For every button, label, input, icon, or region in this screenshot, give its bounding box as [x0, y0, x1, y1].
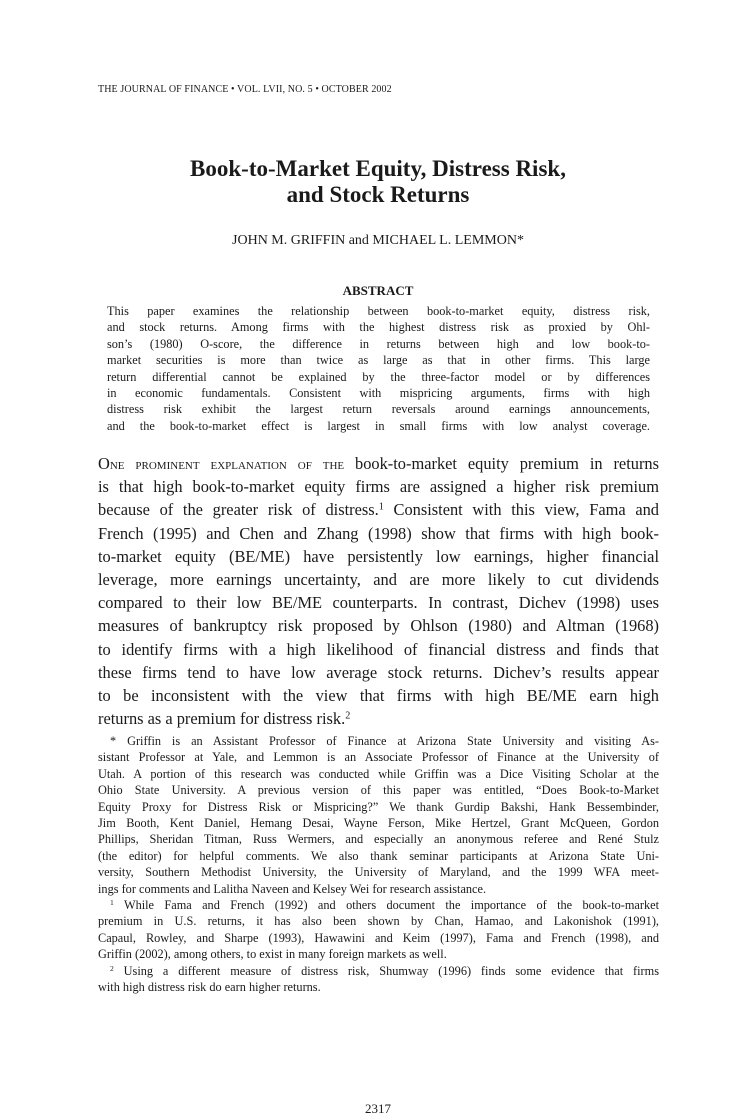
title-line: Book-to-Market Equity, Distress Risk,	[190, 156, 566, 181]
paper-title	[0, 156, 756, 208]
footnote-line	[98, 913, 659, 929]
body-line	[98, 638, 659, 661]
body-line	[98, 498, 659, 521]
footnote-line	[98, 799, 659, 815]
text-segment: Griffin (2002), among others, to exist in many foreign markets as well.	[98, 947, 447, 962]
text-segment: * Griffin is an Assistant Professor of Finance at Arizona State University and visiting As-	[110, 734, 659, 748]
text-segment: returns as a premium for distress risk.	[98, 709, 346, 729]
footnote-marker: 1	[110, 897, 114, 907]
footnote-line	[98, 782, 659, 798]
text-segment: Jim Booth, Kent Daniel, Hemang Desai, Wayne Ferson, Mike Hertzel, Grant McQueen, Gordon	[98, 816, 659, 831]
footnote-line	[98, 897, 659, 913]
abstract-line: in economic fundamentals. Consistent with mispricing arguments, firms with high	[107, 386, 650, 401]
footnote-line	[98, 848, 659, 864]
text-segment: these firms tend to have low average stock returns. Dichev’s results appear	[98, 662, 659, 682]
page-number: 2317	[365, 1101, 391, 1116]
footnote-marker: 2	[345, 710, 351, 722]
body-line	[98, 568, 659, 591]
text-segment: French (1995) and Chen and Zhang (1998) show that firms with high book-	[98, 523, 659, 543]
footnote-line	[98, 831, 659, 847]
footnote-line	[98, 881, 659, 897]
text-segment: Ohio State University. A previous version of this paper was entitled, “Does Book-to-Market	[98, 783, 659, 798]
text-segment: Using a different measure of distress risk, Shumway (1996) finds some evidence that firms	[113, 963, 659, 978]
body-line	[98, 475, 659, 498]
abstract-line: and stock returns. Among firms with the highest distress risk as proxied by Ohl-	[107, 320, 650, 335]
abstract-text	[107, 303, 650, 434]
abstract-line: return differential cannot be explained by the three-factor model or by differences	[107, 369, 650, 384]
running-head: THE JOURNAL OF FINANCE • VOL. LVII, NO. 5 • OCTOBER 2002	[98, 84, 392, 95]
footnote-line	[98, 749, 659, 765]
text-segment: sistant Professor at Yale, and Lemmon is an Associate Professor of Finance at the University of	[98, 750, 659, 765]
body-line	[98, 684, 659, 707]
abstract-line: son’s (1980) O-score, the difference in returns between high and low book-to-	[107, 336, 650, 351]
footnotes	[98, 733, 659, 996]
text-segment: ings for comments and Lalitha Naveen and Kelsey Wei for research assistance.	[98, 881, 487, 896]
text-segment: Consistent with this view, Fama and	[383, 500, 659, 520]
footnote-line	[98, 946, 659, 962]
title-line: and Stock Returns	[286, 182, 470, 207]
abstract-line: distress risk exhibit the largest return reversals around earnings announcements,	[107, 402, 650, 417]
text-segment: to-market equity (BE/ME) have persistently low earnings, higher financial	[98, 546, 659, 566]
footnote-marker: 2	[110, 963, 114, 973]
abstract-line: and the book-to-market effect is largest in small firms with low analyst coverage.	[107, 418, 650, 433]
text-segment: because of the greater risk of distress.	[98, 500, 379, 520]
text-segment: to identify firms with a high likelihood of financial distress and finds that	[98, 639, 659, 659]
text-segment: to be inconsistent with the view that firms with high BE/ME earn high	[98, 686, 659, 706]
body-line	[98, 522, 659, 545]
text-segment: Capaul, Rowley, and Sharpe (1993), Hawawini and Keim (1997), Fama and French (1998), and	[98, 930, 659, 945]
body-text	[98, 452, 659, 730]
footnote-line	[98, 864, 659, 880]
abstract-line: market securities is more than twice as large as that in other firms. This large	[107, 353, 650, 368]
text-segment: Phillips, Sheridan Titman, Russ Wermers, and especially an anonymous referee and René Stulz	[98, 832, 659, 847]
authors: JOHN M. GRIFFIN and MICHAEL L. LEMMON*	[232, 233, 524, 248]
text-segment: premium in U.S. returns, it has also been shown by Chan, Hamao, and Lakonishok (1991),	[98, 914, 659, 929]
body-line	[98, 452, 659, 475]
text-segment: with high distress risk do earn higher returns.	[98, 980, 321, 995]
footnote-line	[98, 979, 659, 995]
footnote-line	[98, 963, 659, 979]
text-segment: compared to their low BE/ME counterparts. In contrast, Dichev (1998) uses	[98, 593, 659, 613]
body-line	[98, 614, 659, 637]
footnote-line	[98, 766, 659, 782]
text-segment: leverage, more earnings uncertainty, and are more likely to cut dividends	[98, 570, 659, 590]
text-segment: book-to-market equity premium in returns	[344, 454, 659, 473]
footnote-line	[98, 930, 659, 946]
text-segment: measures of bankruptcy risk proposed by Ohlson (1980) and Altman (1968)	[98, 616, 659, 636]
footnote-marker: 1	[378, 501, 384, 513]
abstract-heading: ABSTRACT	[342, 283, 414, 298]
text-segment: (the editor) for helpful comments. We also thank seminar participants at Arizona State Uni-	[98, 848, 659, 863]
text-segment: Utah. A portion of this research was conducted while Griffin was a Dice Visiting Scholar at the	[98, 766, 659, 781]
text-segment: Equity Proxy for Distress Risk or Mispricing?” We thank Gurdip Bakshi, Hank Bessembinder,	[98, 799, 659, 814]
text-segment: While Fama and French (1992) and others document the importance of the book-to-market	[113, 898, 659, 913]
text-segment: versity, Southern Methodist University, the University of Maryland, and the 1999 WFA meet-	[98, 865, 659, 880]
body-line	[98, 545, 659, 568]
body-line	[98, 591, 659, 614]
text-segment: One prominent explanation of the	[98, 454, 345, 473]
abstract-line: This paper examines the relationship between book-to-market equity, distress risk,	[107, 304, 650, 318]
footnote-line	[98, 815, 659, 831]
body-line	[98, 661, 659, 684]
footnote-line	[98, 733, 659, 749]
text-segment: is that high book-to-market equity firms are assigned a higher risk premium	[98, 477, 659, 497]
body-line	[98, 707, 659, 730]
